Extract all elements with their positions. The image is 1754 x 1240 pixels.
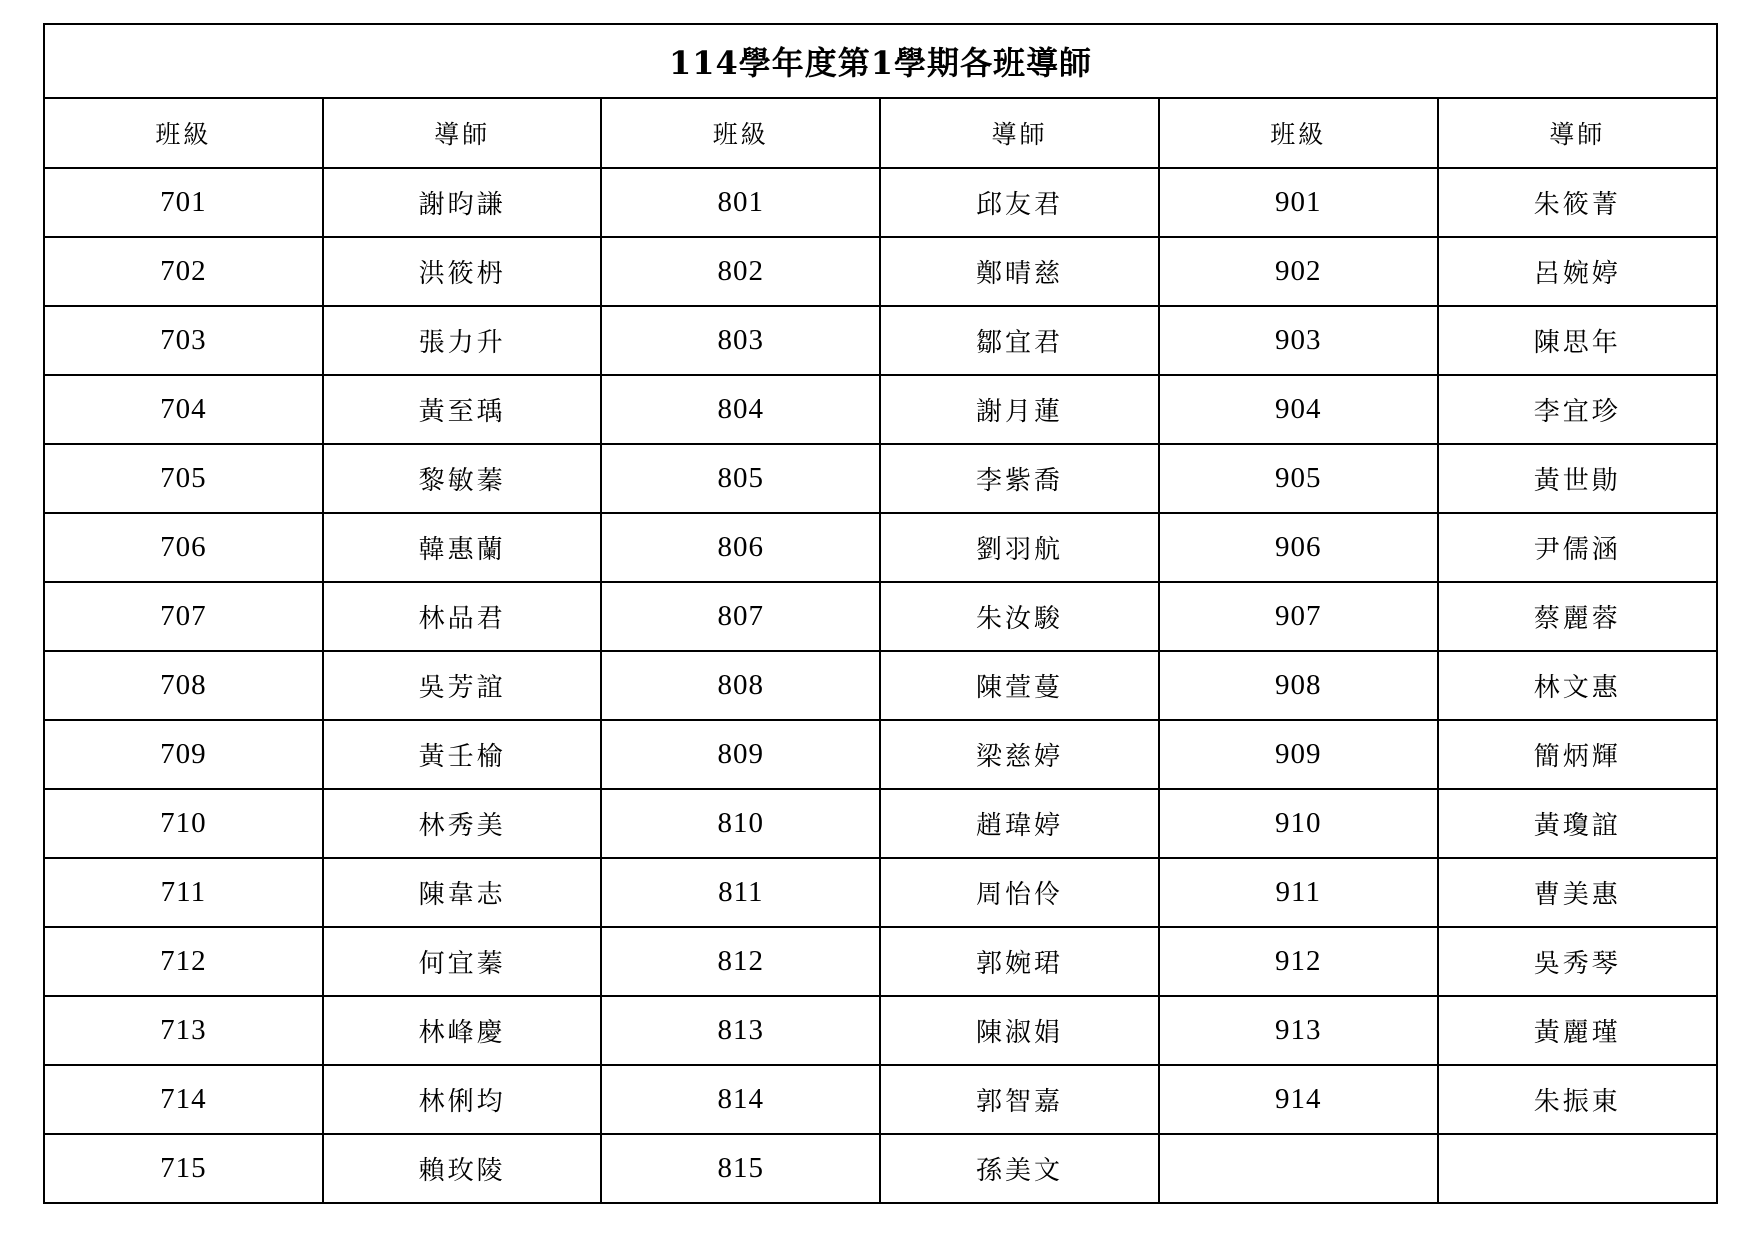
teacher-cell: 林秀美 — [323, 789, 602, 858]
class-cell: 706 — [44, 513, 323, 582]
teacher-cell: 孫美文 — [880, 1134, 1159, 1203]
teacher-cell: 朱筱菁 — [1438, 168, 1717, 237]
teacher-cell: 劉羽航 — [880, 513, 1159, 582]
teacher-cell: 陳韋志 — [323, 858, 602, 927]
table-row — [44, 789, 1717, 858]
teacher-cell: 吳芳誼 — [323, 651, 602, 720]
teacher-cell: 謝昀謙 — [323, 168, 602, 237]
class-cell: 802 — [601, 237, 880, 306]
class-cell: 904 — [1159, 375, 1438, 444]
header-class-7: 班級 — [44, 98, 323, 168]
teacher-cell: 謝月蓮 — [880, 375, 1159, 444]
class-cell: 705 — [44, 444, 323, 513]
teacher-cell: 鄒宜君 — [880, 306, 1159, 375]
header-teacher-9: 導師 — [1438, 98, 1717, 168]
teacher-cell: 林品君 — [323, 582, 602, 651]
teacher-cell: 曹美惠 — [1438, 858, 1717, 927]
table-row — [44, 927, 1717, 996]
class-cell: 914 — [1159, 1065, 1438, 1134]
teacher-cell: 尹儒涵 — [1438, 513, 1717, 582]
teacher-cell: 韓惠蘭 — [323, 513, 602, 582]
class-cell: 902 — [1159, 237, 1438, 306]
class-cell: 810 — [601, 789, 880, 858]
teacher-cell: 李宜珍 — [1438, 375, 1717, 444]
teacher-cell: 何宜蓁 — [323, 927, 602, 996]
teacher-cell: 郭婉珺 — [880, 927, 1159, 996]
table-row — [44, 996, 1717, 1065]
class-cell: 711 — [44, 858, 323, 927]
document-sheet — [43, 23, 1718, 1204]
class-cell: 710 — [44, 789, 323, 858]
class-cell: 905 — [1159, 444, 1438, 513]
teacher-cell: 陳淑娟 — [880, 996, 1159, 1065]
class-cell: 909 — [1159, 720, 1438, 789]
class-cell: 701 — [44, 168, 323, 237]
teacher-cell: 朱汝駿 — [880, 582, 1159, 651]
class-cell: 910 — [1159, 789, 1438, 858]
class-cell: 805 — [601, 444, 880, 513]
teacher-cell: 吳秀琴 — [1438, 927, 1717, 996]
class-cell: 903 — [1159, 306, 1438, 375]
class-cell: 815 — [601, 1134, 880, 1203]
class-cell: 806 — [601, 513, 880, 582]
header-class-9: 班級 — [1159, 98, 1438, 168]
class-cell: 709 — [44, 720, 323, 789]
teacher-cell: 張力升 — [323, 306, 602, 375]
class-cell: 712 — [44, 927, 323, 996]
header-teacher-7: 導師 — [323, 98, 602, 168]
class-cell: 801 — [601, 168, 880, 237]
class-cell: 804 — [601, 375, 880, 444]
teacher-cell: 黃瓊誼 — [1438, 789, 1717, 858]
class-cell: 913 — [1159, 996, 1438, 1065]
teacher-cell: 黃世勛 — [1438, 444, 1717, 513]
teacher-cell: 林文惠 — [1438, 651, 1717, 720]
table-row — [44, 375, 1717, 444]
class-cell: 708 — [44, 651, 323, 720]
class-cell: 911 — [1159, 858, 1438, 927]
class-cell: 906 — [1159, 513, 1438, 582]
teacher-cell: 呂婉婷 — [1438, 237, 1717, 306]
class-cell: 809 — [601, 720, 880, 789]
teacher-cell: 林峰慶 — [323, 996, 602, 1065]
header-class-8: 班級 — [601, 98, 880, 168]
teacher-cell: 黃麗瑾 — [1438, 996, 1717, 1065]
teacher-cell: 黎敏蓁 — [323, 444, 602, 513]
teacher-cell: 周怡伶 — [880, 858, 1159, 927]
teacher-cell: 簡炳輝 — [1438, 720, 1717, 789]
class-cell: 715 — [44, 1134, 323, 1203]
teacher-cell: 趙瑋婷 — [880, 789, 1159, 858]
table-row — [44, 1134, 1717, 1203]
table-row — [44, 513, 1717, 582]
class-cell: 702 — [44, 237, 323, 306]
table-row — [44, 306, 1717, 375]
header-row — [44, 98, 1717, 168]
class-cell: 707 — [44, 582, 323, 651]
teacher-cell: 洪筱枬 — [323, 237, 602, 306]
table-row — [44, 651, 1717, 720]
class-cell: 704 — [44, 375, 323, 444]
class-cell: 912 — [1159, 927, 1438, 996]
header-teacher-8: 導師 — [880, 98, 1159, 168]
teacher-cell: 蔡麗蓉 — [1438, 582, 1717, 651]
teacher-cell: 黃壬榆 — [323, 720, 602, 789]
class-cell: 808 — [601, 651, 880, 720]
teacher-cell: 陳萱蔓 — [880, 651, 1159, 720]
class-cell — [1159, 1134, 1438, 1203]
table-row — [44, 720, 1717, 789]
class-cell: 813 — [601, 996, 880, 1065]
table-row — [44, 237, 1717, 306]
class-cell: 908 — [1159, 651, 1438, 720]
class-cell: 803 — [601, 306, 880, 375]
homeroom-teacher-table — [43, 23, 1718, 1204]
teacher-cell: 鄭晴慈 — [880, 237, 1159, 306]
teacher-cell — [1438, 1134, 1717, 1203]
teacher-cell: 李紫喬 — [880, 444, 1159, 513]
teacher-cell: 黃至瑀 — [323, 375, 602, 444]
class-cell: 811 — [601, 858, 880, 927]
table-row — [44, 582, 1717, 651]
teacher-cell: 郭智嘉 — [880, 1065, 1159, 1134]
class-cell: 812 — [601, 927, 880, 996]
table-row — [44, 858, 1717, 927]
class-cell: 807 — [601, 582, 880, 651]
class-cell: 907 — [1159, 582, 1438, 651]
table-row — [44, 1065, 1717, 1134]
table-body — [44, 168, 1717, 1203]
teacher-cell: 梁慈婷 — [880, 720, 1159, 789]
table-row — [44, 168, 1717, 237]
table-row — [44, 444, 1717, 513]
teacher-cell: 陳思年 — [1438, 306, 1717, 375]
class-cell: 703 — [44, 306, 323, 375]
teacher-cell: 朱振東 — [1438, 1065, 1717, 1134]
teacher-cell: 林俐均 — [323, 1065, 602, 1134]
class-cell: 814 — [601, 1065, 880, 1134]
teacher-cell: 賴玫陵 — [323, 1134, 602, 1203]
table-title: 114學年度第1學期各班導師 — [44, 24, 1717, 98]
class-cell: 713 — [44, 996, 323, 1065]
class-cell: 714 — [44, 1065, 323, 1134]
class-cell: 901 — [1159, 168, 1438, 237]
teacher-cell: 邱友君 — [880, 168, 1159, 237]
title-row — [44, 24, 1717, 98]
